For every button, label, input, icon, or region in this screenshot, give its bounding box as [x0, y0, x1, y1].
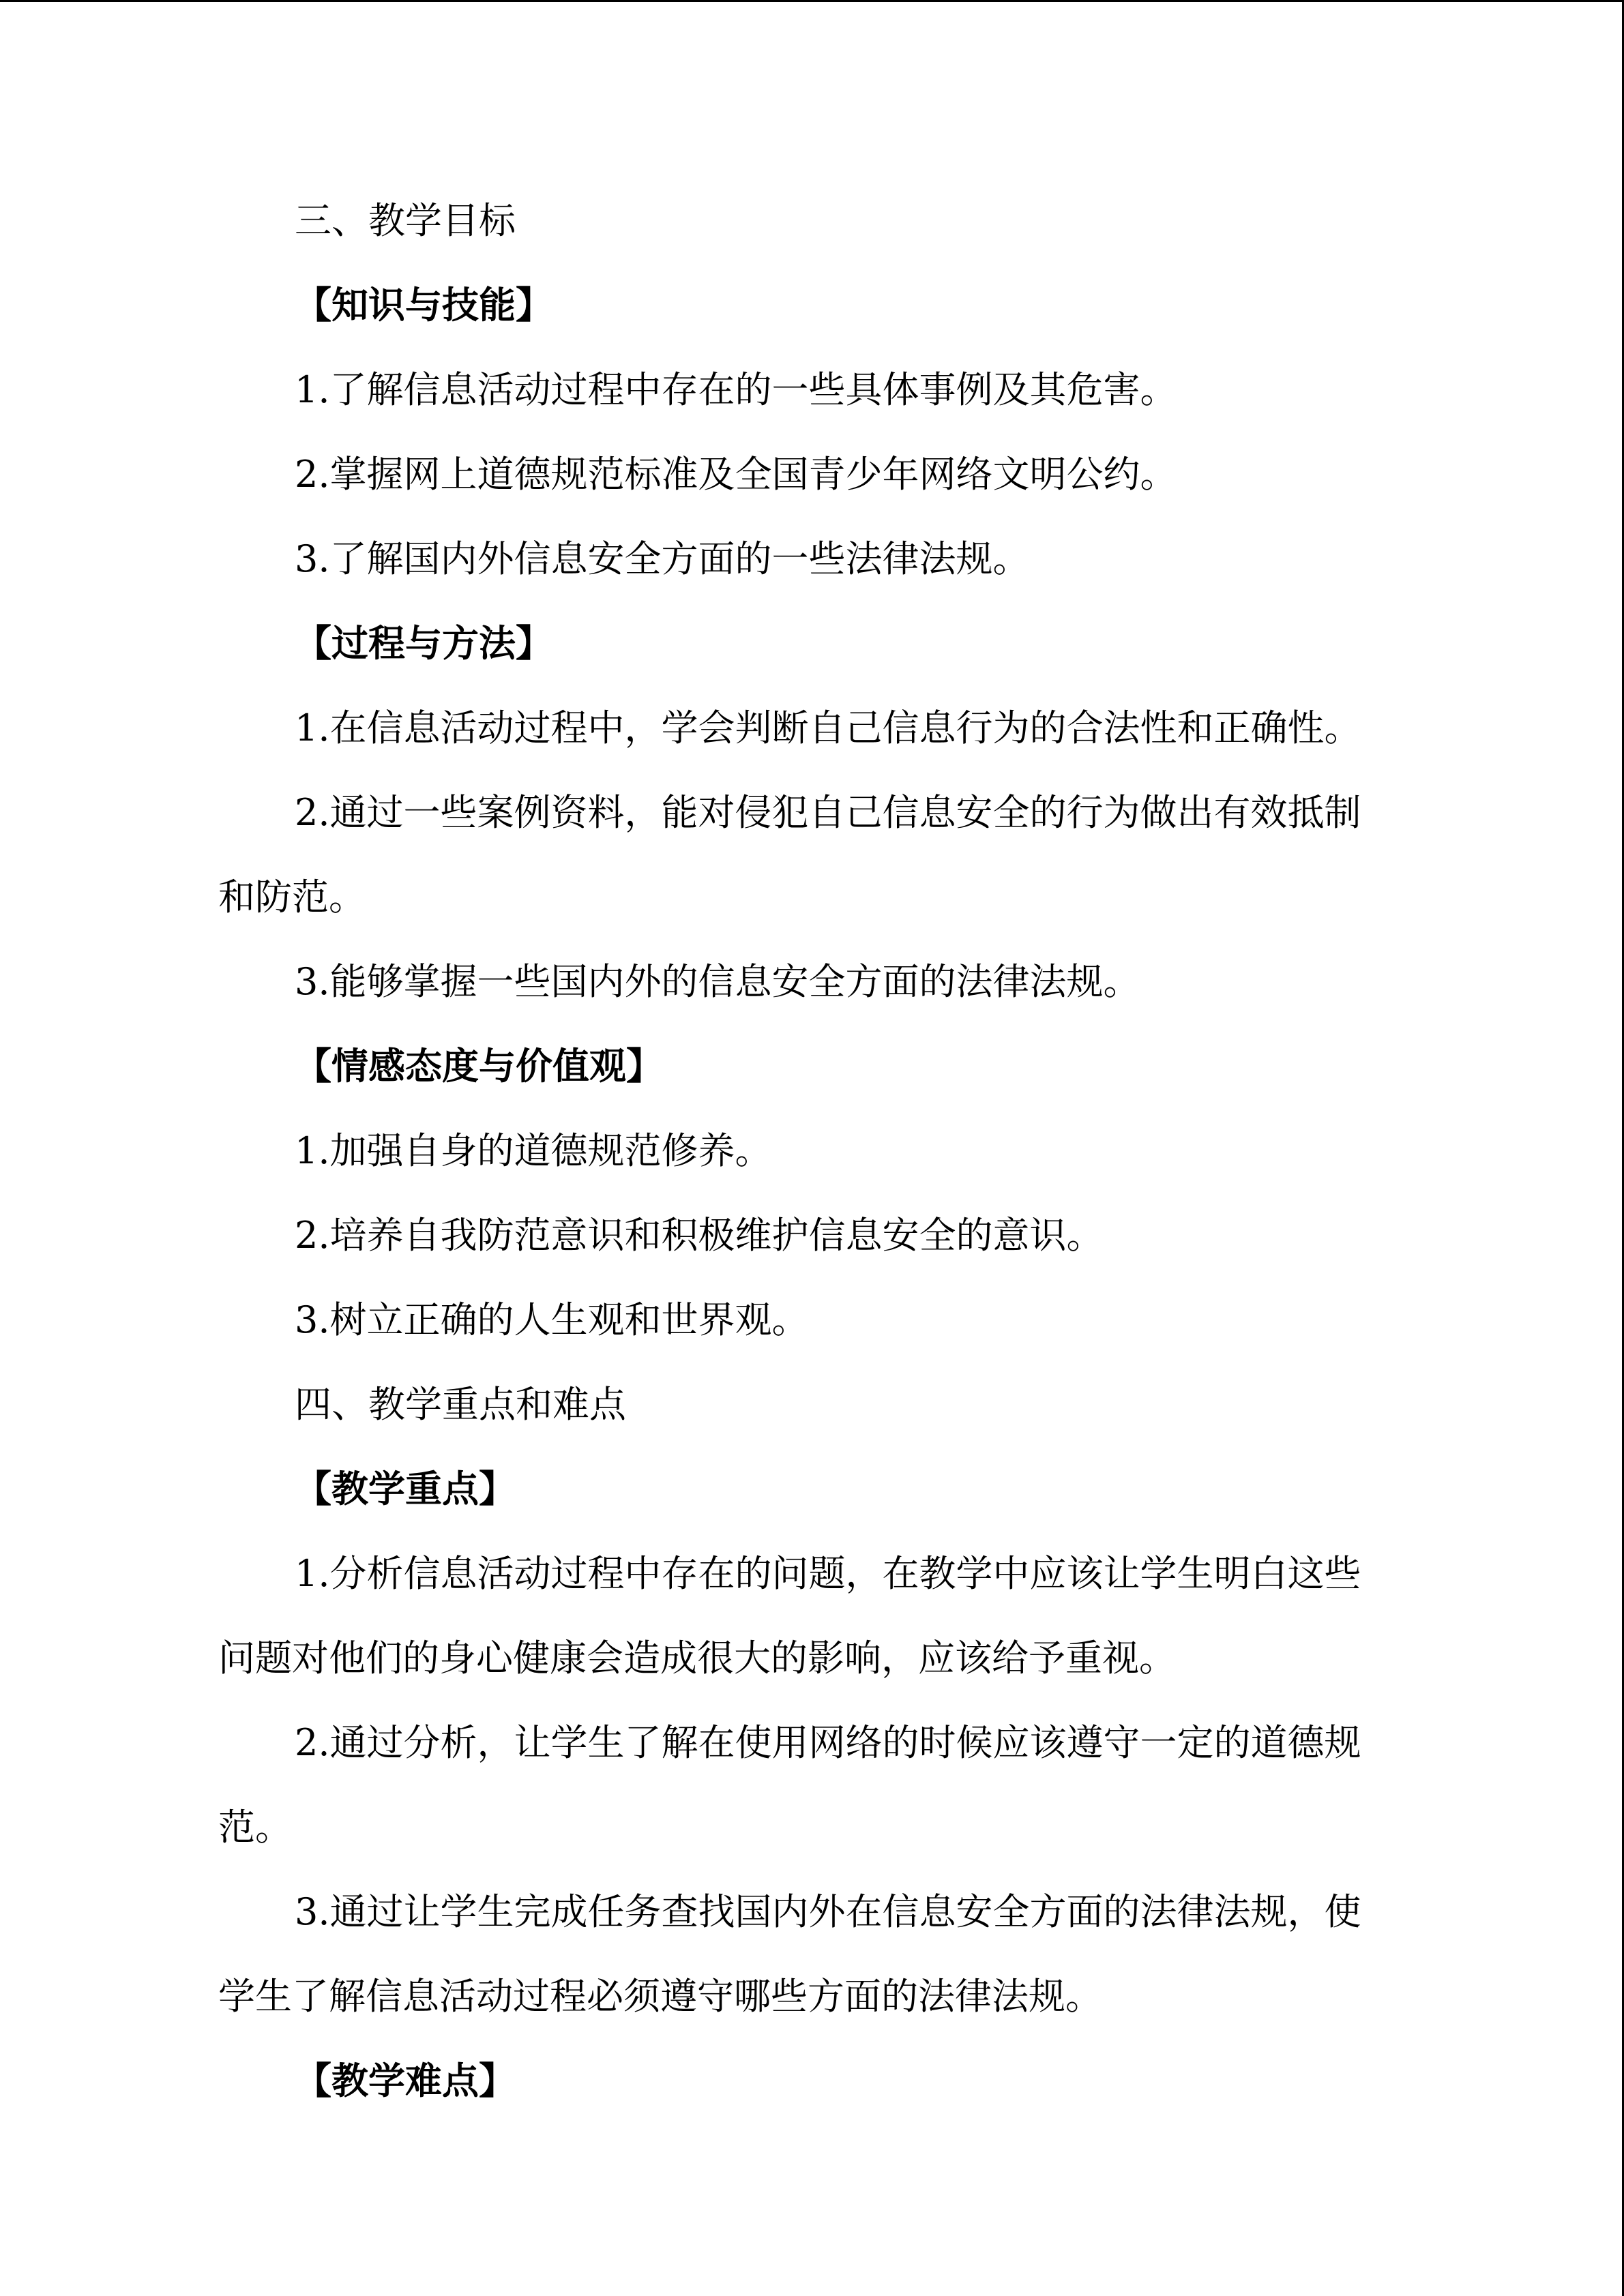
paragraph-first-line: 3.能够掌握一些国内外的信息安全方面的法律法规。 [295, 960, 1140, 1003]
numbered-paragraph [218, 517, 1405, 601]
numbered-paragraph [218, 432, 1405, 517]
subsection-heading: 【过程与方法】 [295, 622, 552, 665]
paragraph-continuation-line: 问题对他们的身心健康会造成很大的影响，应该给予重视。 [218, 1637, 1176, 1680]
numbered-paragraph [218, 1532, 1405, 1701]
paragraph-first-line: 1.在信息活动过程中，学会判断自己信息行为的合法性和正确性。 [295, 706, 1361, 749]
paragraph-continuation-line: 和防范。 [218, 876, 366, 919]
numbered-paragraph [218, 1278, 1405, 1362]
numbered-paragraph [218, 1193, 1405, 1278]
subsection-heading: 【教学难点】 [295, 2059, 516, 2102]
numbered-paragraph [218, 348, 1405, 432]
subsection-heading: 【情感态度与价值观】 [295, 1045, 663, 1088]
paragraph-first-line: 1.加强自身的道德规范修养。 [295, 1129, 772, 1172]
paragraph-first-line: 2.通过分析，让学生了解在使用网络的时候应该遵守一定的道德规 [295, 1721, 1361, 1764]
page-top-border [0, 0, 1624, 2]
paragraph-first-line: 1.了解信息活动过程中存在的一些具体事例及其危害。 [295, 368, 1177, 411]
subsection-heading: 【教学重点】 [295, 1467, 516, 1510]
numbered-paragraph [218, 940, 1405, 1024]
paragraph-first-line: 3.通过让学生完成任务查找国内外在信息安全方面的法律法规，使 [295, 1890, 1361, 1933]
numbered-paragraph [218, 1109, 1405, 1193]
paragraph-first-line: 2.培养自我防范意识和积极维护信息安全的意识。 [295, 1214, 1104, 1257]
numbered-paragraph [218, 771, 1405, 940]
paragraph-first-line: 2.掌握网上道德规范标准及全国青少年网络文明公约。 [295, 453, 1177, 496]
paragraph-first-line: 3.了解国内外信息安全方面的一些法律法规。 [295, 537, 1030, 580]
paragraph-continuation-line: 学生了解信息活动过程必须遵守哪些方面的法律法规。 [218, 1975, 1102, 2018]
paragraph-continuation-line: 范。 [218, 1806, 292, 1849]
paragraph-first-line: 1.分析信息活动过程中存在的问题，在教学中应该让学生明白这些 [295, 1552, 1361, 1595]
numbered-paragraph [218, 1701, 1405, 1870]
section-heading: 三、教学目标 [295, 199, 516, 242]
document-page [218, 179, 1405, 2123]
numbered-paragraph [218, 1870, 1405, 2039]
section-heading: 四、教学重点和难点 [295, 1383, 626, 1426]
paragraph-first-line: 2.通过一些案例资料，能对侵犯自己信息安全的行为做出有效抵制 [295, 791, 1361, 834]
paragraph-first-line: 3.树立正确的人生观和世界观。 [295, 1298, 809, 1341]
numbered-paragraph [218, 686, 1405, 771]
subsection-heading: 【知识与技能】 [295, 284, 552, 327]
